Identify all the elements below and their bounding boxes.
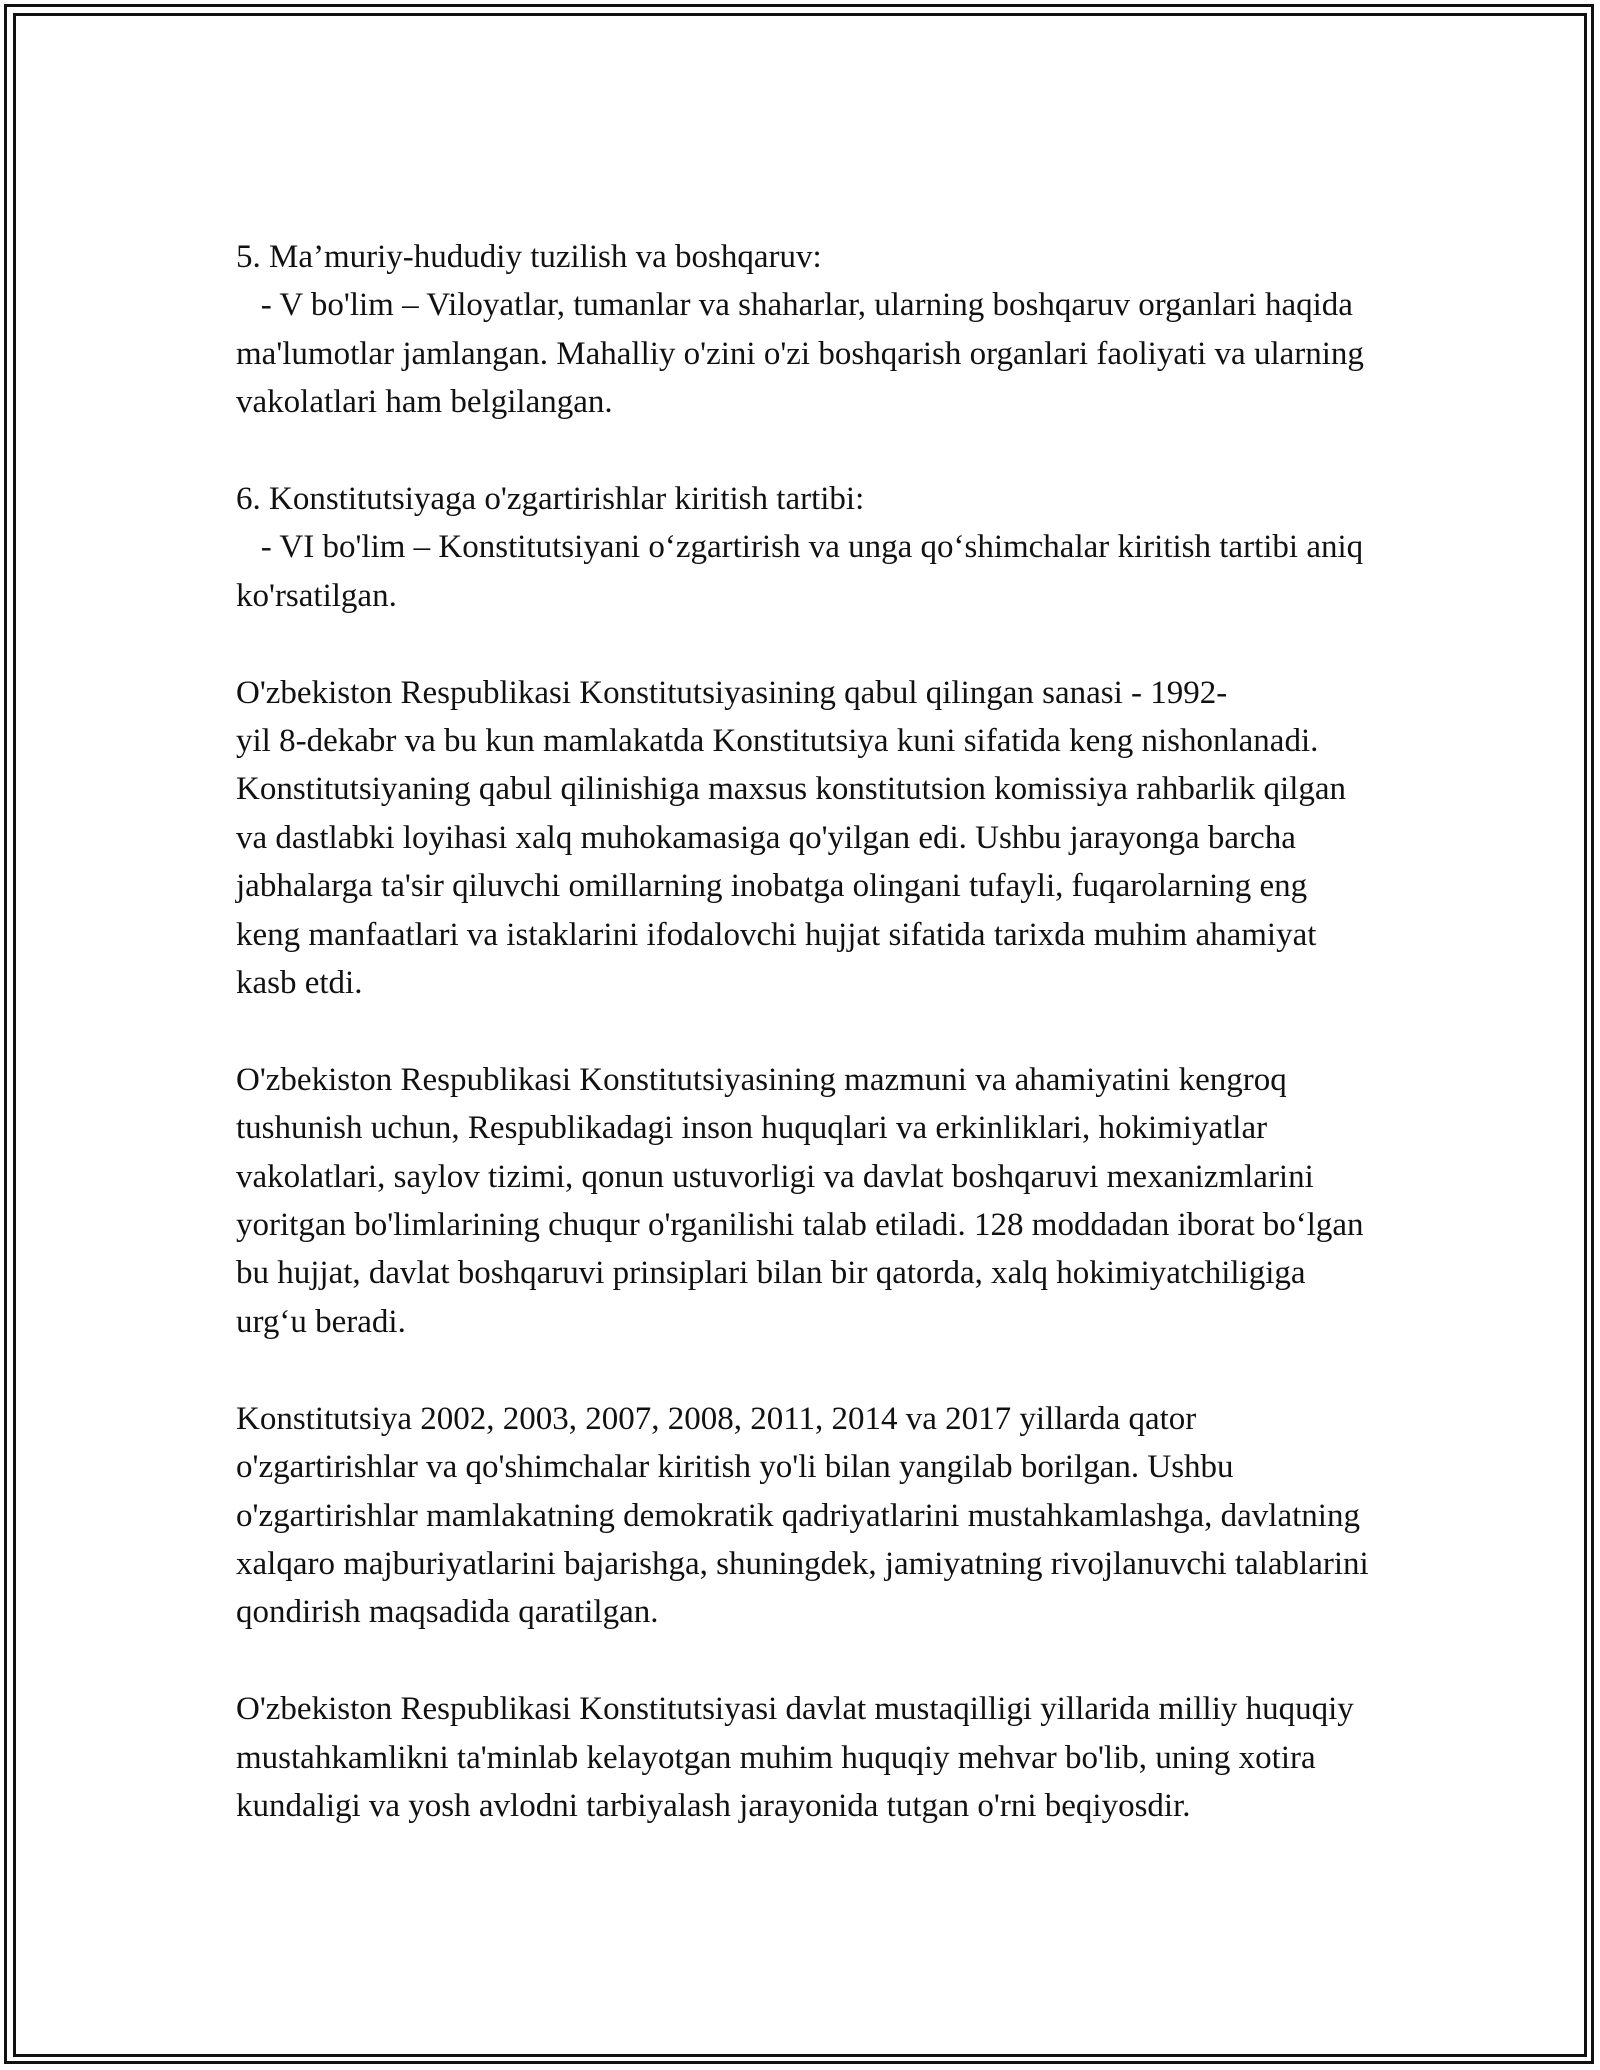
- paragraph-content-significance: O'zbekiston Respublikasi Konstitutsiyasining mazmuni va ahamiyatini kengroq tushunish uchun, Respublikadagi inson huquqlari va erkinliklari, hokimiyatlar vakolatlari, saylov tizimi, qonun ustuvorligi va davlat boshqaruvi mexanizmlarini yoritgan bo'limlarining chuqur o'rganilishi talab etiladi. 128 moddadan iborat bo‘lgan bu hujjat, davlat boshqaruvi prinsiplari bilan bir qatorda, xalq hokimiyatchiligiga urg‘u beradi.: [236, 1061, 1364, 1340]
- section-item: - VI bo'lim – Konstitutsiyani o‘zgartirish va unga qo‘shimchalar kiritish tartibi aniq ko'rsatilgan.: [236, 529, 1372, 614]
- paragraph-conclusion: O'zbekiston Respublikasi Konstitutsiyasi davlat mustaqilligi yillarida milliy huquqiy mustahkamlikni ta'minlab kelayotgan muhim huquqiy mehvar bo'lib, uning xotira kundaligi va yosh avlodni tarbiyalash jarayonida tutgan o'rni beqiyosdir.: [236, 1691, 1354, 1824]
- section-item: - V bo'lim – Viloyatlar, tumanlar va shaharlar, ularning boshqaruv organlari haqida ma'lumotlar jamlangan. Mahalliy o'zini o'zi boshqarish organlari faoliyati va ularning vakolatlari ham belgilangan.: [236, 287, 1373, 421]
- paragraph-adoption-date: O'zbekiston Respublikasi Konstitutsiyasining qabul qilingan sanasi - 1992- yil 8-dekabr va bu kun mamlakatda Konstitutsiya kuni sifatida keng nishonlanadi. Konstitutsiyaning qabul qilinishiga maxsus konstitutsion komissiya rahbarlik qilgan va dastlabki loyihasi xalq muhokamasiga qo'yilgan edi. Ushbu jarayonga barcha jabhalarga ta'sir qiluvchi omillarning inobatga olingani tufayli, fuqarolarning eng keng manfaatlari va istaklarini ifodalovchi hujjat sifatida tarixda muhim ahamiyat kasb etdi.: [236, 674, 1347, 1002]
- section-heading: 5. Ma’muriy-hududiy tuzilish va boshqaruv:: [236, 239, 822, 275]
- section-5: [236, 233, 1376, 427]
- section-6: [236, 475, 1376, 620]
- section-heading: 6. Konstitutsiyaga o'zgartirishlar kiritish tartibi:: [236, 481, 865, 518]
- paragraph-amendments: Konstitutsiya 2002, 2003, 2007, 2008, 2011, 2014 va 2017 yillarda qator o'zgartirishlar va qo'shimchalar kiritish yo'li bilan yangilab borilgan. Ushbu o'zgartirishlar mamlakatning demokratik qadriyatlarini mustahkamlashga, davlatning xalqaro majburiyatlarini bajarishga, shuningdek, jamiyatning rivojlanuvchi talablarini qondirish maqsadida qaratilgan.: [236, 1400, 1369, 1631]
- document-body: [236, 233, 1376, 1830]
